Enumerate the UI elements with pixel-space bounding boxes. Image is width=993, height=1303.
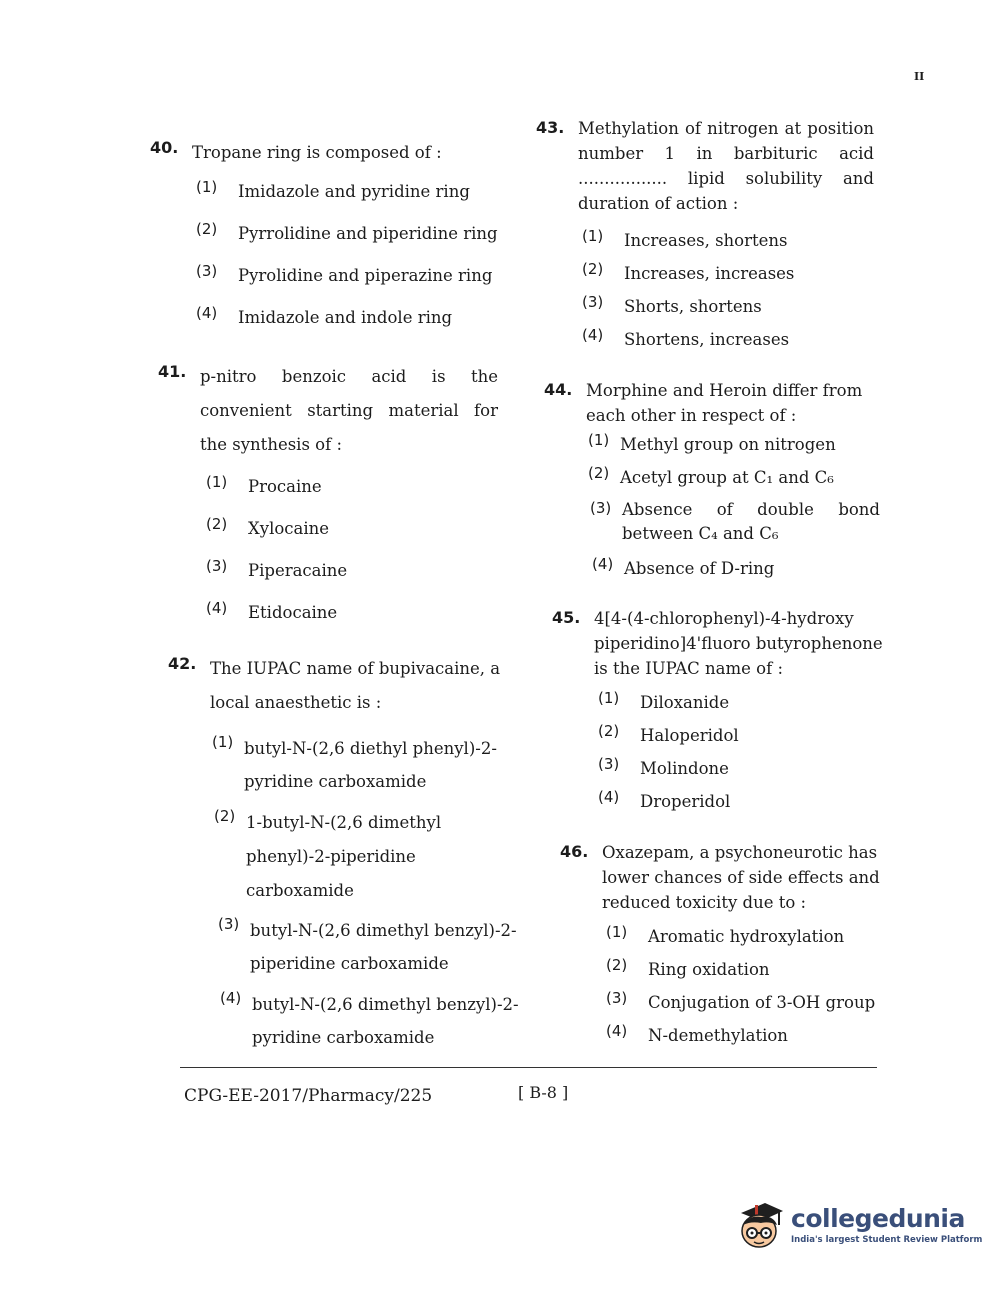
option-text: Haloperidol <box>640 726 739 745</box>
option[interactable] <box>606 988 875 1018</box>
logo-tagline: India's largest Student Review Platform <box>791 1234 983 1245</box>
option[interactable] <box>606 922 844 952</box>
option[interactable] <box>196 177 470 207</box>
option-label: (4) <box>592 555 614 573</box>
question-text: Tropane ring is composed of : <box>192 143 442 162</box>
option[interactable] <box>582 292 762 322</box>
option-label: (2) <box>214 807 236 825</box>
option-label: (2) <box>582 260 604 278</box>
option-label: (4) <box>598 788 620 806</box>
option-text: Ring oxidation <box>648 960 770 979</box>
option-text: Aromatic hydroxylation <box>648 927 845 946</box>
question-number: 43. <box>536 118 565 137</box>
question-text: The IUPAC name of bupivacaine, a local anaesthetic is : <box>210 659 501 712</box>
question-number: 44. <box>544 380 573 399</box>
option-text: Imidazole and pyridine ring <box>238 182 470 201</box>
option-text: Shorts, shortens <box>624 297 762 316</box>
option-text: Increases, shortens <box>624 231 788 250</box>
option-text: N-demethylation <box>648 1026 788 1045</box>
question-number: 46. <box>560 842 589 861</box>
option[interactable] <box>206 472 322 502</box>
question-number: 40. <box>150 138 179 157</box>
option-text: 1-butyl-N-(2,6 dimethyl phenyl)-2-piperidine carboxamide <box>246 813 442 900</box>
option-label: (2) <box>588 464 610 482</box>
option-label: (3) <box>196 262 218 280</box>
option[interactable] <box>598 754 729 784</box>
option-text: Methyl group on nitrogen <box>620 435 836 454</box>
option-label: (1) <box>588 431 610 449</box>
option[interactable] <box>598 787 730 817</box>
page-mark: II <box>914 70 925 83</box>
option[interactable] <box>606 1021 788 1051</box>
question-44 <box>544 378 880 428</box>
question-text: Methylation of nitrogen at position number 1 in barbituric acid ................. lipid solubility and duration of action : <box>578 119 874 213</box>
option-text: Molindone <box>640 759 729 778</box>
option-text: Acetyl group at C₁ and C₆ <box>620 468 834 487</box>
question-42 <box>168 652 508 720</box>
option-label: (4) <box>606 1022 628 1040</box>
option[interactable] <box>212 732 512 798</box>
option[interactable] <box>196 303 452 333</box>
footer-divider <box>180 1067 877 1068</box>
option-text: Droperidol <box>640 792 731 811</box>
option[interactable] <box>588 463 834 493</box>
option-text: Shortens, increases <box>624 330 790 349</box>
option-text: butyl-N-(2,6 dimethyl benzyl)-2-pyridine carboxamide <box>252 995 519 1047</box>
option-text: butyl-N-(2,6 diethyl phenyl)-2-pyridine carboxamide <box>244 739 497 791</box>
option-text: Conjugation of 3-OH group <box>648 993 876 1012</box>
option-label: (4) <box>206 599 228 617</box>
option-label: (1) <box>212 733 234 751</box>
option-text: Etidocaine <box>248 603 338 622</box>
option-label: (2) <box>598 722 620 740</box>
question-number: 45. <box>552 608 581 627</box>
option[interactable] <box>582 325 789 355</box>
question-40 <box>150 136 520 170</box>
question-number: 41. <box>158 362 187 381</box>
question-43 <box>536 116 874 216</box>
option-text: Absence of double bond between C₄ and C₆ <box>622 500 880 543</box>
option-label: (4) <box>220 989 242 1007</box>
option-text: Pyrrolidine and piperidine ring <box>238 224 498 243</box>
option-label: (3) <box>606 989 628 1007</box>
collegedunia-logo <box>735 1195 982 1253</box>
option-label: (3) <box>590 499 612 517</box>
option-label: (3) <box>598 755 620 773</box>
option-text: Procaine <box>248 477 322 496</box>
option-label: (1) <box>598 689 620 707</box>
option-text: Imidazole and indole ring <box>238 308 453 327</box>
question-text: 4[4-(4-chlorophenyl)-4-hydroxy piperidino]4'fluoro butyrophenone is the IUPAC name of : <box>594 609 883 678</box>
option[interactable] <box>582 226 787 256</box>
question-41 <box>158 360 498 462</box>
option[interactable] <box>598 721 739 751</box>
option-text: Xylocaine <box>248 519 330 538</box>
option-text: Absence of D-ring <box>624 559 775 578</box>
footer-page-number: [ B-8 ] <box>518 1083 569 1102</box>
question-45 <box>552 606 892 681</box>
option-text: Increases, increases <box>624 264 795 283</box>
mascot-icon <box>735 1195 787 1253</box>
option-label: (1) <box>206 473 228 491</box>
option-label: (1) <box>582 227 604 245</box>
question-46 <box>560 840 896 915</box>
option-label: (2) <box>206 515 228 533</box>
option-label: (2) <box>606 956 628 974</box>
option-label: (3) <box>218 915 240 933</box>
option-label: (3) <box>582 293 604 311</box>
option-text: Pyrolidine and piperazine ring <box>238 266 493 285</box>
option[interactable] <box>588 430 836 460</box>
option[interactable] <box>206 556 347 586</box>
option-text: butyl-N-(2,6 dimethyl benzyl)-2-piperidine carboxamide <box>250 921 517 973</box>
option[interactable] <box>206 514 329 544</box>
option[interactable] <box>582 259 794 289</box>
option-label: (2) <box>196 220 218 238</box>
option[interactable] <box>214 806 464 908</box>
option[interactable] <box>590 498 880 546</box>
option[interactable] <box>196 219 498 249</box>
option[interactable] <box>218 914 518 980</box>
option[interactable] <box>206 598 337 628</box>
left-column <box>150 130 520 1050</box>
option[interactable] <box>598 688 729 718</box>
question-text: Oxazepam, a psychoneurotic has lower chances of side effects and reduced toxicity due to : <box>602 843 880 912</box>
option-label: (4) <box>582 326 604 344</box>
option[interactable] <box>606 955 770 985</box>
question-text: Morphine and Heroin differ from each other in respect of : <box>586 381 863 425</box>
logo-name: collegedunia <box>791 1203 965 1233</box>
option[interactable] <box>592 554 774 584</box>
option[interactable] <box>196 261 492 291</box>
option[interactable] <box>220 988 520 1054</box>
question-text: p-nitro benzoic acid is the convenient starting material for the synthesis of : <box>200 367 498 454</box>
question-number: 42. <box>168 654 197 673</box>
option-text: Piperacaine <box>248 561 348 580</box>
option-label: (3) <box>206 557 228 575</box>
right-column <box>536 116 896 1056</box>
option-label: (1) <box>196 178 218 196</box>
footer-paper-code: CPG-EE-2017/Pharmacy/225 <box>184 1086 433 1106</box>
option-text: Diloxanide <box>640 693 730 712</box>
option-label: (1) <box>606 923 628 941</box>
option-label: (4) <box>196 304 218 322</box>
